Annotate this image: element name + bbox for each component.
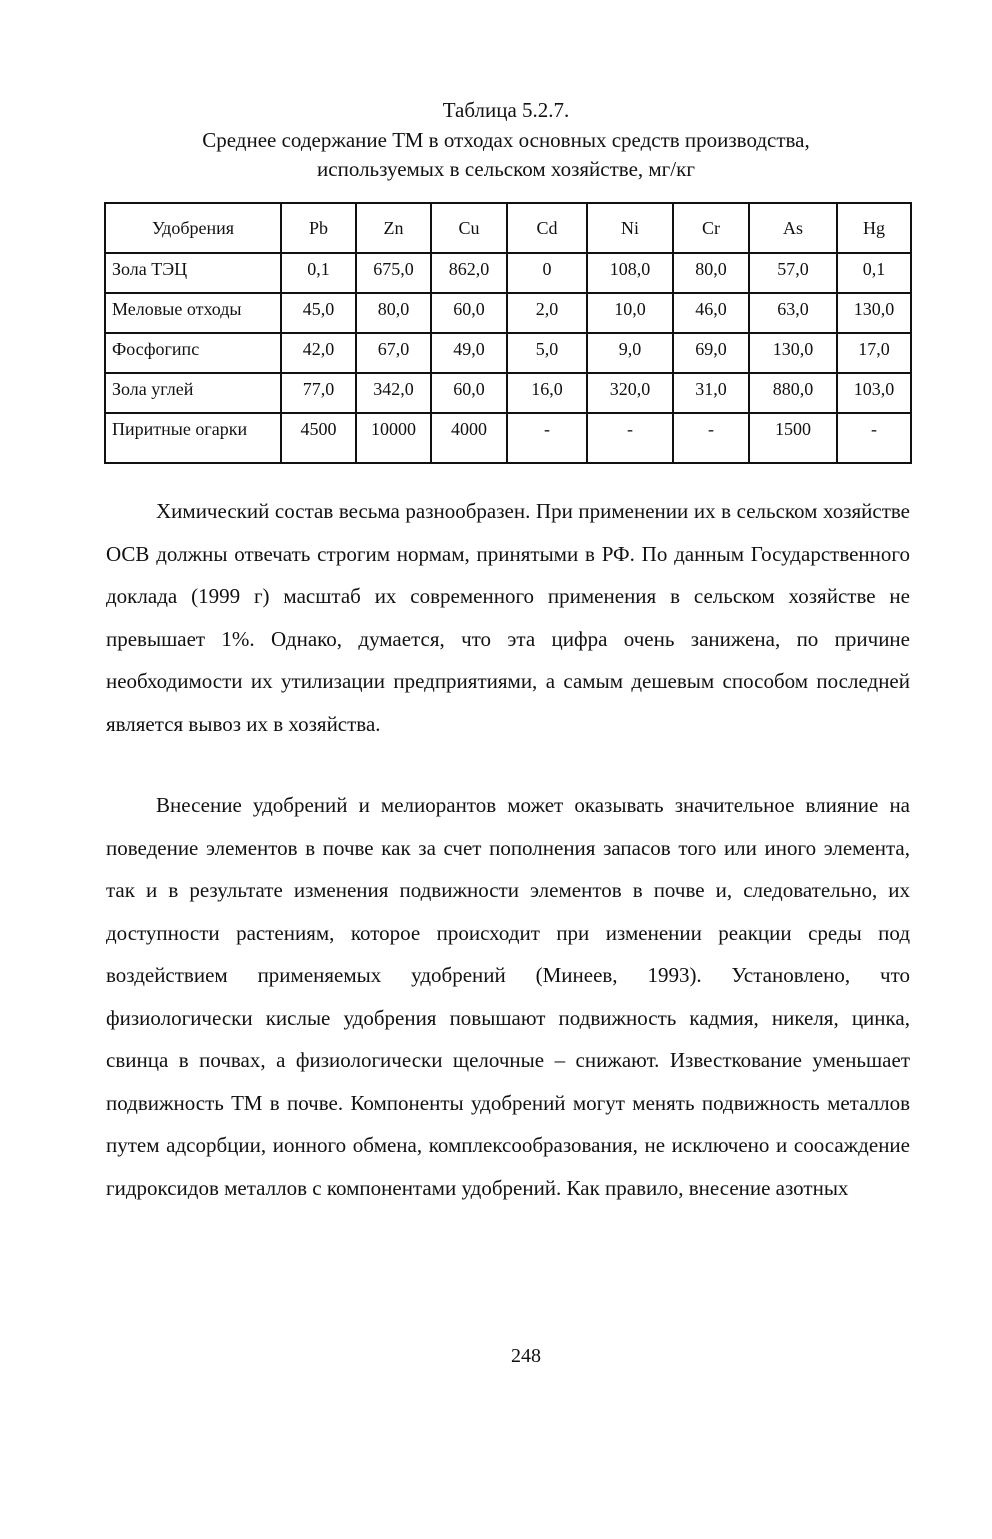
- cell: 17,0: [837, 333, 911, 373]
- header-cr: Cr: [673, 203, 749, 253]
- page-number: 248: [511, 1345, 541, 1367]
- cell: 4500: [281, 413, 356, 463]
- table-title-line-1: Среднее содержание ТМ в отходах основных средств производства,: [202, 128, 810, 152]
- row-name-cell: Зола углей: [105, 373, 281, 413]
- cell: 42,0: [281, 333, 356, 373]
- header-fertilizer: Удобрения: [105, 203, 281, 253]
- table-row: [105, 333, 911, 373]
- cell: 130,0: [837, 293, 911, 333]
- cell: 10,0: [587, 293, 673, 333]
- cell: 16,0: [507, 373, 587, 413]
- cell: 67,0: [356, 333, 431, 373]
- cell: -: [587, 413, 673, 463]
- cell: 320,0: [587, 373, 673, 413]
- cell: -: [507, 413, 587, 463]
- row-name-cell: Зола ТЭЦ: [105, 253, 281, 293]
- cell: 862,0: [431, 253, 507, 293]
- cell: 60,0: [431, 373, 507, 413]
- header-zn: Zn: [356, 203, 431, 253]
- cell: 9,0: [587, 333, 673, 373]
- table-row: [105, 293, 911, 333]
- table-row: [105, 373, 911, 413]
- header-cu: Cu: [431, 203, 507, 253]
- cell: 880,0: [749, 373, 837, 413]
- cell: 2,0: [507, 293, 587, 333]
- header-cd: Cd: [507, 203, 587, 253]
- cell: 0,1: [281, 253, 356, 293]
- body-paragraph-1: Химический состав весьма разнообразен. При применении их в сельском хозяйстве ОСВ должны отвечать строгим нормам, принятыми в РФ. По данным Государственного доклада (1999 г) масштаб их современного применения в сельском хозяйстве не превышает 1%. Однако, думается, что эта цифра очень занижена, по причине необходимости их утилизации предприятиями, а самым дешевым способом последней является вывоз их в хозяйства.: [106, 499, 910, 736]
- table-label: Таблица 5.2.7.: [442, 98, 570, 122]
- cell: 4000: [431, 413, 507, 463]
- cell: 342,0: [356, 373, 431, 413]
- row-name-cell: Меловые отходы: [105, 293, 281, 333]
- cell: 63,0: [749, 293, 837, 333]
- cell: 46,0: [673, 293, 749, 333]
- cell: 108,0: [587, 253, 673, 293]
- table-row: [105, 253, 911, 293]
- header-ni: Ni: [587, 203, 673, 253]
- cell: 130,0: [749, 333, 837, 373]
- row-name-cell: Пиритные огарки: [105, 413, 281, 463]
- cell: 69,0: [673, 333, 749, 373]
- cell: 57,0: [749, 253, 837, 293]
- body-paragraph-2: Внесение удобрений и мелиорантов может оказывать значительное влияние на поведение элементов в почве как за счет пополнения запасов того или иного элемента, так и в результате изменения подвижности элементов в почве и, следовательно, их доступности растениям, которое происходит при изменении реакции среды под воздействием применяемых удобрений (Минеев, 1993). Установлено, что физиологически кислые удобрения повышают подвижность кадмия, никеля, цинка, свинца в почвах, а физиологически щелочные – снижают. Известкование уменьшает подвижность ТМ в почве. Компоненты удобрений могут менять подвижность металлов путем адсорбции, ионного обмена, комплексообразования, не исключено и соосаждение гидроксидов металлов с компонентами удобрений. Как правило, внесение азотных: [106, 793, 910, 1200]
- header-hg: Hg: [837, 203, 911, 253]
- cell: 1500: [749, 413, 837, 463]
- header-as: As: [749, 203, 837, 253]
- heavy-metals-table: [104, 202, 912, 464]
- cell: 103,0: [837, 373, 911, 413]
- cell: 5,0: [507, 333, 587, 373]
- cell: -: [673, 413, 749, 463]
- table-row: [105, 413, 911, 463]
- cell: 0: [507, 253, 587, 293]
- row-name-cell: Фосфогипс: [105, 333, 281, 373]
- cell: 45,0: [281, 293, 356, 333]
- cell: 80,0: [673, 253, 749, 293]
- cell: 49,0: [431, 333, 507, 373]
- table-title-line-2: используемых в сельском хозяйстве, мг/кг: [317, 157, 695, 181]
- cell: -: [837, 413, 911, 463]
- header-pb: Pb: [281, 203, 356, 253]
- table-header-row: [105, 203, 911, 253]
- cell: 0,1: [837, 253, 911, 293]
- cell: 60,0: [431, 293, 507, 333]
- cell: 77,0: [281, 373, 356, 413]
- cell: 10000: [356, 413, 431, 463]
- cell: 31,0: [673, 373, 749, 413]
- cell: 675,0: [356, 253, 431, 293]
- cell: 80,0: [356, 293, 431, 333]
